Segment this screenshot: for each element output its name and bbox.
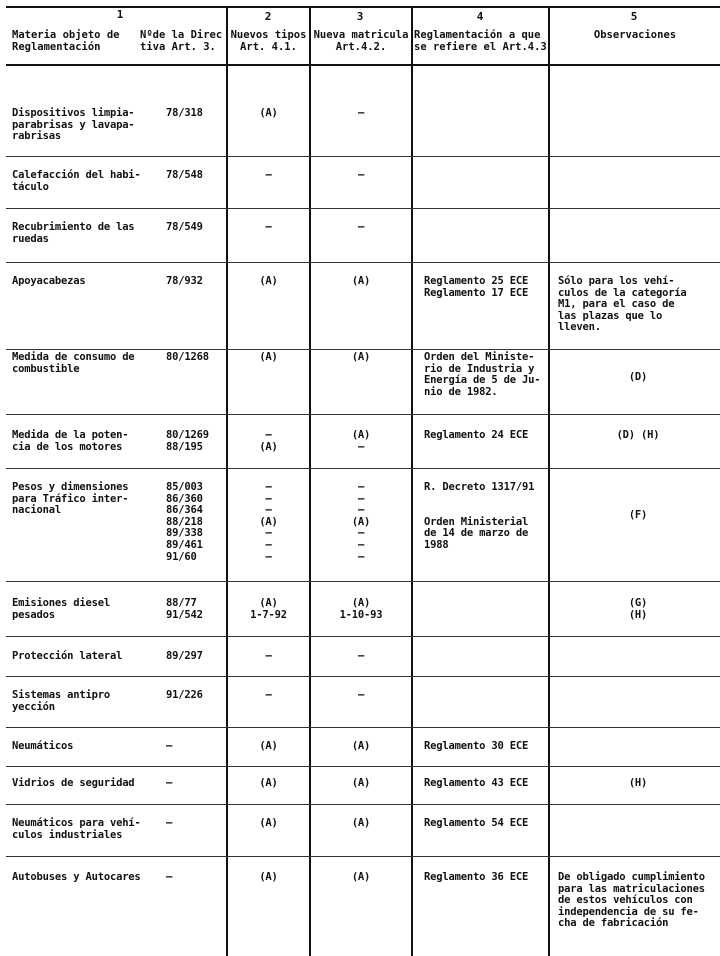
cell-nuevos-tipos: (A) — [259, 275, 278, 287]
row-divider — [6, 262, 720, 263]
cell-nueva-matricula: – — [357, 221, 365, 233]
column-rule — [548, 6, 550, 956]
column-number: 4 — [476, 10, 484, 23]
cell-nueva-matricula: (A) — [351, 740, 371, 752]
cell-observaciones: (D) (H) — [616, 429, 660, 441]
cell-nueva-matricula: (A) – — [351, 429, 371, 453]
cell-directiva: 89/297 — [166, 650, 203, 662]
cell-observaciones: (H) — [628, 777, 648, 789]
cell-nuevos-tipos: – — [265, 221, 272, 233]
header-directiva: Nºde la Direc tiva Art. 3. — [140, 29, 223, 53]
column-rule — [309, 6, 311, 956]
cell-nuevos-tipos: – — [265, 650, 272, 662]
row-divider — [6, 636, 720, 637]
cell-materia: Vidrios de seguridad — [12, 777, 135, 789]
cell-directiva: 91/226 — [166, 689, 203, 701]
cell-nueva-matricula: – — [357, 689, 365, 701]
cell-nueva-matricula: (A) — [351, 817, 371, 829]
row-divider — [6, 208, 720, 209]
cell-nuevos-tipos: (A) — [259, 107, 278, 119]
column-rule — [226, 6, 228, 956]
cell-nueva-matricula: – — [357, 169, 365, 181]
cell-directiva: 78/549 — [166, 221, 203, 233]
cell-directiva: 80/1268 — [166, 351, 209, 363]
cell-materia: Apoyacabezas — [12, 275, 86, 287]
row-divider — [6, 676, 720, 677]
row-divider — [6, 804, 720, 805]
cell-observaciones: (F) — [628, 509, 648, 521]
cell-observaciones: (G) (H) — [628, 597, 648, 621]
header-reglamentacion: Reglamentación a que se refiere el Art.4.3 — [414, 29, 547, 53]
cell-nuevos-tipos: (A) — [259, 777, 278, 789]
row-divider — [6, 766, 720, 767]
column-rule — [411, 6, 413, 956]
cell-materia: Medida de la poten- cia de los motores — [12, 429, 129, 453]
cell-reglamentacion: Reglamento 25 ECE Reglamento 17 ECE — [424, 275, 529, 299]
row-divider — [6, 414, 720, 415]
cell-materia: Neumáticos para vehí- culos industriales — [12, 817, 141, 841]
cell-nuevos-tipos: (A) 1-7-92 — [250, 597, 287, 621]
row-divider — [6, 349, 720, 350]
cell-materia: Medida de consumo de combustible — [12, 351, 135, 375]
cell-nueva-matricula: (A) — [351, 351, 371, 363]
cell-reglamentacion: Reglamento 30 ECE — [424, 740, 529, 752]
column-number: 3 — [356, 10, 364, 23]
cell-directiva: – — [166, 740, 173, 752]
cell-reglamentacion: Reglamento 54 ECE — [424, 817, 529, 829]
cell-nueva-matricula: (A) — [351, 777, 371, 789]
cell-nueva-matricula: (A) — [351, 871, 371, 883]
row-divider — [6, 468, 720, 469]
cell-nuevos-tipos: (A) — [259, 817, 278, 829]
cell-directiva: 78/318 — [166, 107, 203, 119]
cell-nueva-matricula: (A) 1-10-93 — [339, 597, 383, 621]
row-divider — [6, 156, 720, 157]
header-observaciones: Observaciones — [593, 29, 677, 41]
cell-materia: Protección lateral — [12, 650, 123, 662]
cell-directiva: 78/932 — [166, 275, 203, 287]
cell-materia: Dispositivos limpia- parabrisas y lavapa- rabrisas — [12, 107, 135, 143]
cell-reglamentacion: R. Decreto 1317/91 Orden Ministerial de 14 de marzo de 1988 — [424, 481, 535, 551]
cell-observaciones: Sólo para los vehí- culos de la categoría M1, para el caso de las plazas que lo lleven. — [558, 275, 687, 334]
header-nuevos-tipos: Nuevos tipos Art. 4.1. — [230, 29, 307, 53]
cell-reglamentacion: Reglamento 24 ECE — [424, 429, 529, 441]
cell-directiva: – — [166, 871, 173, 883]
cell-directiva: – — [166, 777, 173, 789]
cell-directiva: – — [166, 817, 173, 829]
cell-nuevos-tipos: – — [265, 689, 272, 701]
header-materia: Materia objeto de Reglamentación — [12, 29, 120, 53]
header-nueva-matricula: Nueva matricula Art.4.2. — [313, 29, 409, 53]
cell-materia: Pesos y dimensiones para Tráfico inter- nacional — [12, 481, 129, 517]
row-divider — [6, 856, 720, 857]
cell-directiva: 88/77 91/542 — [166, 597, 203, 621]
column-number: 1 — [116, 8, 124, 21]
cell-materia: Autobuses y Autocares — [12, 871, 141, 883]
cell-materia: Recubrimiento de las ruedas — [12, 221, 135, 245]
cell-directiva: 80/1269 88/195 — [166, 429, 209, 453]
cell-nuevos-tipos: – (A) — [259, 429, 278, 453]
cell-reglamentacion: Reglamento 43 ECE — [424, 777, 529, 789]
cell-materia: Sistemas antipro yección — [12, 689, 110, 713]
cell-directiva: 85/003 86/360 86/364 88/218 89/338 89/461 91/60 — [166, 481, 203, 563]
cell-nueva-matricula: – — [357, 650, 365, 662]
cell-nuevos-tipos: (A) — [259, 740, 278, 752]
cell-nueva-matricula: – – – (A) – – – — [351, 481, 371, 563]
cell-materia: Calefacción del habi- táculo — [12, 169, 141, 193]
cell-directiva: 78/548 — [166, 169, 203, 181]
column-number: 2 — [264, 10, 272, 23]
column-number: 5 — [630, 10, 638, 23]
row-divider — [6, 727, 720, 728]
row-divider — [6, 581, 720, 582]
cell-nueva-matricula: (A) — [351, 275, 371, 287]
cell-reglamentacion: Reglamento 36 ECE — [424, 871, 529, 883]
header-bottom-rule — [6, 64, 720, 66]
cell-observaciones: (D) — [628, 371, 648, 383]
cell-nueva-matricula: – — [357, 107, 365, 119]
cell-nuevos-tipos: (A) — [259, 871, 278, 883]
cell-reglamentacion: Orden del Ministe- rio de Industria y Energía de 5 de Ju- nio de 1982. — [424, 351, 541, 398]
cell-materia: Emisiones diesel pesados — [12, 597, 110, 621]
cell-nuevos-tipos: – — [265, 169, 272, 181]
cell-nuevos-tipos: – – – (A) – – – — [259, 481, 278, 563]
cell-nuevos-tipos: (A) — [259, 351, 278, 363]
cell-observaciones: De obligado cumplimiento para las matriculaciones de estos vehículos con independencia de su fe- cha de fabricación — [558, 871, 705, 930]
cell-materia: Neumáticos — [12, 740, 74, 752]
